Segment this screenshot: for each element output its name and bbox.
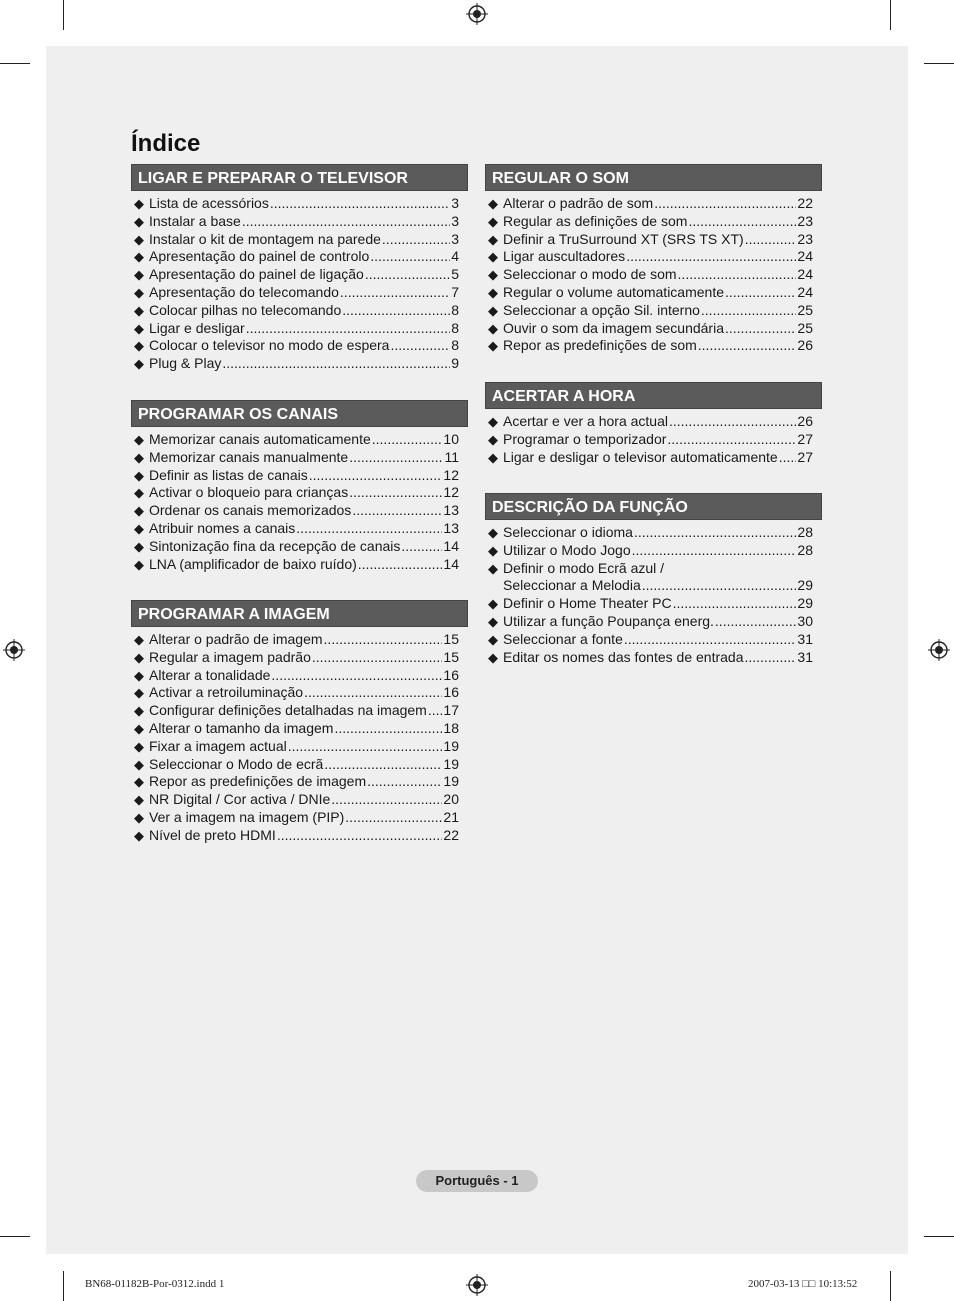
toc-entry-label: Ver a imagem na imagem (PIP) <box>149 808 345 825</box>
toc-entry-page: 30 <box>797 612 813 629</box>
section-heading: ACERTAR A HORA <box>485 382 822 409</box>
dot-leader <box>428 702 443 720</box>
toc-entry[interactable] <box>488 266 813 284</box>
dot-leader <box>342 302 450 320</box>
toc-entry-label: Seleccionar a opção Sil. interno <box>503 301 700 318</box>
dot-leader <box>632 542 797 560</box>
toc-entry-label: Repor as predefinições de som <box>503 337 697 354</box>
toc-entry[interactable] <box>488 213 813 231</box>
toc-entry-page: 14 <box>443 537 459 554</box>
toc-entry[interactable] <box>134 213 459 231</box>
toc-entry-page: 8 <box>451 301 459 318</box>
dot-leader <box>401 538 442 556</box>
toc-entry-page: 27 <box>797 448 813 465</box>
toc-entry-label: Seleccionar o idioma <box>503 524 633 540</box>
diamond-bullet-icon: ◆ <box>134 827 144 843</box>
section-heading: REGULAR O SOM <box>485 164 822 191</box>
toc-entry-label: Regular o volume automaticamente <box>503 283 725 300</box>
toc-entry[interactable] <box>134 248 459 266</box>
toc-entry[interactable] <box>134 520 459 538</box>
toc-entry[interactable] <box>488 595 813 613</box>
toc-entry-page: 31 <box>797 630 813 647</box>
toc-entry-label: Programar o temporizador <box>503 430 667 447</box>
dot-leader <box>309 467 443 485</box>
diamond-bullet-icon: ◆ <box>134 685 144 701</box>
dot-leader <box>779 449 797 467</box>
toc-entry-page: 16 <box>443 684 459 701</box>
dot-leader <box>701 302 797 320</box>
toc-entry-page: 9 <box>451 355 459 372</box>
dot-leader <box>340 284 450 302</box>
dot-leader <box>345 809 442 827</box>
crop-mark <box>63 0 64 30</box>
dot-leader <box>222 355 450 373</box>
toc-entry[interactable] <box>134 320 459 338</box>
dot-leader <box>370 248 450 266</box>
diamond-bullet-icon: ◆ <box>134 267 144 283</box>
toc-entry-page: 16 <box>443 666 459 683</box>
toc-entry[interactable] <box>134 502 459 520</box>
toc-entry-page: 22 <box>797 195 813 211</box>
toc-entry-page: 15 <box>443 648 459 665</box>
toc-entry-label: Utilizar a função Poupança energ. <box>503 612 714 629</box>
toc-entry-page: 29 <box>797 595 813 612</box>
toc-entry-page: 7 <box>451 283 459 300</box>
diamond-bullet-icon: ◆ <box>134 196 144 211</box>
section-heading: PROGRAMAR OS CANAIS <box>131 400 468 427</box>
toc-entry[interactable] <box>488 649 813 667</box>
toc-entry-label: Configurar definições detalhadas na imagem <box>149 702 427 719</box>
diamond-bullet-icon: ◆ <box>134 649 144 665</box>
toc-entry[interactable] <box>488 613 813 631</box>
diamond-bullet-icon: ◆ <box>134 231 144 247</box>
toc-entry-page: 23 <box>797 212 813 229</box>
dot-leader <box>669 413 796 431</box>
dot-leader <box>242 213 450 231</box>
dot-leader <box>349 449 443 467</box>
toc-entry[interactable] <box>134 284 459 302</box>
diamond-bullet-icon: ◆ <box>488 249 498 265</box>
toc-entry-page: 3 <box>451 230 459 247</box>
toc-entry-label: Repor as predefinições de imagem <box>149 773 367 790</box>
date-slug: 2007-03-13 □□ 10:13:52 <box>748 1278 858 1290</box>
toc-entry[interactable] <box>134 337 459 355</box>
toc-entry-page: 12 <box>443 484 459 501</box>
toc-entry-label: Lista de acessórios <box>149 195 269 211</box>
toc-entry-label: Activar a retroiluminação <box>149 684 304 701</box>
diamond-bullet-icon: ◆ <box>134 284 144 300</box>
toc-entry-label: NR Digital / Cor activa / DNIe <box>149 791 331 808</box>
toc-entry[interactable] <box>488 524 813 542</box>
toc-entry-label: Apresentação do telecomando <box>149 283 339 300</box>
diamond-bullet-icon: ◆ <box>134 338 144 354</box>
dot-leader <box>367 773 442 791</box>
toc-entry-label: Definir o modo Ecrã azul / <box>503 559 665 576</box>
dot-leader <box>288 738 443 756</box>
toc-entry-label: Plug & Play <box>149 355 222 372</box>
dot-leader <box>667 431 796 449</box>
toc-entry-label: Definir a TruSurround XT (SRS TS XT) <box>503 230 744 247</box>
toc-entry[interactable] <box>488 542 813 560</box>
dot-leader <box>296 520 442 538</box>
toc-entry[interactable] <box>134 738 459 756</box>
toc-entry-label: Editar os nomes das fontes de entrada <box>503 648 744 665</box>
toc-entry-page: 19 <box>443 737 459 754</box>
section-heading: DESCRIÇÃO DA FUNÇÃO <box>485 493 822 520</box>
toc-entry[interactable] <box>488 302 813 320</box>
toc-entry-label: Memorizar canais automaticamente <box>149 431 371 447</box>
toc-entry-page: 23 <box>797 230 813 247</box>
toc-entry-label: Memorizar canais manualmente <box>149 448 349 465</box>
toc-entry-label: Ouvir o som da imagem secundária <box>503 319 724 336</box>
toc-entry-page: 27 <box>797 430 813 447</box>
crop-mark <box>924 63 954 64</box>
toc-entry[interactable] <box>488 449 813 467</box>
toc-entry-page: 26 <box>797 337 813 354</box>
toc-entry[interactable] <box>488 320 813 338</box>
diamond-bullet-icon: ◆ <box>134 503 144 519</box>
crop-mark <box>63 1271 64 1301</box>
toc-entry-page: 25 <box>797 301 813 318</box>
toc-entry[interactable] <box>134 684 459 702</box>
crop-mark <box>0 1236 30 1237</box>
section-funcao <box>485 493 822 666</box>
dot-leader <box>382 231 450 249</box>
toc-entry-label: Ligar e desligar o televisor automaticamente <box>503 448 778 465</box>
toc-entry[interactable] <box>134 449 459 467</box>
crop-mark <box>890 0 891 30</box>
toc-entry-label: Colocar pilhas no telecomando <box>149 301 342 318</box>
dot-leader <box>634 524 796 542</box>
toc-entry[interactable] <box>134 756 459 774</box>
toc-entry-label: Alterar o padrão de imagem <box>149 631 323 647</box>
toc-entry-label: Ligar auscultadores <box>503 248 626 265</box>
crop-mark <box>924 1236 954 1237</box>
toc-entry[interactable] <box>134 231 459 249</box>
dot-leader <box>678 266 797 284</box>
section-heading: PROGRAMAR A IMAGEM <box>131 600 468 627</box>
toc-entry[interactable] <box>134 302 459 320</box>
toc-entry-page: 8 <box>451 319 459 336</box>
dot-leader <box>277 827 443 845</box>
toc-entry-label: LNA (amplificador de baixo ruído) <box>149 555 357 572</box>
dot-leader <box>304 684 442 702</box>
toc-entry[interactable] <box>134 266 459 284</box>
toc-entry-page: 29 <box>797 577 813 594</box>
diamond-bullet-icon: ◆ <box>488 542 498 558</box>
dot-leader <box>642 577 797 595</box>
dot-leader <box>624 631 797 649</box>
diamond-bullet-icon: ◆ <box>134 449 144 465</box>
toc-entry[interactable] <box>134 809 459 827</box>
registration-mark-icon <box>928 639 950 661</box>
toc-entry-label: Activar o bloqueio para crianças <box>149 484 349 501</box>
toc-entry[interactable] <box>488 431 813 449</box>
toc-entry-label: Alterar o padrão de som <box>503 195 654 211</box>
dot-leader <box>334 720 442 738</box>
dot-leader <box>372 431 443 449</box>
dot-leader <box>725 284 796 302</box>
diamond-bullet-icon: ◆ <box>488 596 498 612</box>
toc-entry-label: Regular a imagem padrão <box>149 648 311 665</box>
toc-entry-page: 26 <box>797 413 813 429</box>
toc-entry-page: 28 <box>797 524 813 540</box>
toc-entry-page: 3 <box>451 195 459 211</box>
toc-entry[interactable] <box>488 248 813 266</box>
toc-entry-page: 3 <box>451 212 459 229</box>
toc-entry-page: 31 <box>797 648 813 665</box>
toc-entry[interactable] <box>134 667 459 685</box>
dot-leader <box>270 195 450 213</box>
dot-leader <box>352 502 442 520</box>
toc-entry-label: Instalar a base <box>149 212 241 229</box>
toc-entry[interactable] <box>134 631 459 649</box>
diamond-bullet-icon: ◆ <box>488 231 498 247</box>
toc-entry[interactable] <box>134 773 459 791</box>
file-slug: BN68-01182B-Por-0312.indd 1 <box>85 1278 225 1290</box>
toc-entry-label: Definir as listas de canais <box>149 466 308 483</box>
crop-mark <box>890 1271 891 1301</box>
toc-entry[interactable] <box>134 195 459 213</box>
registration-mark-icon <box>3 639 25 661</box>
toc-entry-label: Utilizar o Modo Jogo <box>503 541 631 558</box>
diamond-bullet-icon: ◆ <box>488 414 498 429</box>
diamond-bullet-icon: ◆ <box>134 538 144 554</box>
toc-entry-label: Seleccionar o Modo de ecrã <box>149 755 324 772</box>
toc-entry[interactable] <box>488 231 813 249</box>
diamond-bullet-icon: ◆ <box>488 196 498 211</box>
diamond-bullet-icon: ◆ <box>134 738 144 754</box>
dot-leader <box>331 791 442 809</box>
toc-list <box>131 427 468 573</box>
toc-entry[interactable] <box>134 431 459 449</box>
section-hora <box>485 382 822 466</box>
diamond-bullet-icon: ◆ <box>134 792 144 808</box>
toc-entry-label: Sintonização fina da recepção de canais <box>149 537 401 554</box>
toc-entry[interactable] <box>134 702 459 720</box>
dot-leader <box>673 595 797 613</box>
toc-entry[interactable] <box>134 355 459 373</box>
toc-entry-page: 18 <box>443 719 459 736</box>
toc-entry-label: Ordenar os canais memorizados <box>149 502 352 519</box>
diamond-bullet-icon: ◆ <box>134 467 144 483</box>
diamond-bullet-icon: ◆ <box>134 756 144 772</box>
section-imagem <box>131 600 468 845</box>
toc-entry-label: Fixar a imagem actual <box>149 737 287 754</box>
diamond-bullet-icon: ◆ <box>134 520 144 536</box>
toc-entry-page: 17 <box>443 702 459 719</box>
toc-entry[interactable] <box>134 720 459 738</box>
diamond-bullet-icon: ◆ <box>134 432 144 447</box>
section-ligar <box>131 164 468 373</box>
toc-entry-label: Seleccionar a Melodia <box>503 577 641 594</box>
diamond-bullet-icon: ◆ <box>488 649 498 665</box>
toc-entry-page: 24 <box>797 283 813 300</box>
toc-entry[interactable] <box>488 560 813 578</box>
diamond-bullet-icon: ◆ <box>134 556 144 572</box>
toc-entry-page: 28 <box>797 541 813 558</box>
diamond-bullet-icon: ◆ <box>488 284 498 300</box>
toc-entry-label: Atribuir nomes a canais <box>149 519 296 536</box>
toc-entry-label: Alterar o tamanho da imagem <box>149 719 334 736</box>
toc-entry-page: 14 <box>443 555 459 572</box>
toc-entry-label: Apresentação do painel de ligação <box>149 266 364 283</box>
dot-leader <box>324 631 443 649</box>
diamond-bullet-icon: ◆ <box>488 302 498 318</box>
toc-entry-page: 20 <box>443 791 459 808</box>
toc-entry-page: 24 <box>797 266 813 283</box>
diamond-bullet-icon: ◆ <box>134 485 144 501</box>
diamond-bullet-icon: ◆ <box>134 703 144 719</box>
dot-leader <box>312 649 443 667</box>
toc-entry-label: Alterar a tonalidade <box>149 666 271 683</box>
crop-mark <box>0 63 30 64</box>
section-heading: LIGAR E PREPARAR O TELEVISOR <box>131 164 468 191</box>
diamond-bullet-icon: ◆ <box>134 249 144 265</box>
diamond-bullet-icon: ◆ <box>134 720 144 736</box>
diamond-bullet-icon: ◆ <box>488 320 498 336</box>
toc-entry-label: Ligar e desligar <box>149 319 245 336</box>
toc-entry-page: 21 <box>443 808 459 825</box>
page-number-badge: Português - 1 <box>416 1170 538 1192</box>
toc-list <box>131 627 468 845</box>
toc-entry-label: Colocar o televisor no modo de espera <box>149 337 390 354</box>
toc-entry[interactable] <box>134 556 459 574</box>
dot-leader <box>715 613 797 631</box>
dot-leader <box>324 756 442 774</box>
toc-entry-label: Nível de preto HDMI <box>149 826 276 843</box>
toc-entry-label: Apresentação do painel de controlo <box>149 248 370 265</box>
dot-leader <box>745 231 797 249</box>
diamond-bullet-icon: ◆ <box>134 667 144 683</box>
toc-entry-page: 15 <box>443 631 459 647</box>
toc-entry-page: 19 <box>443 773 459 790</box>
toc-entry[interactable] <box>134 827 459 845</box>
diamond-bullet-icon: ◆ <box>134 774 144 790</box>
dot-leader <box>698 337 797 355</box>
diamond-bullet-icon: ◆ <box>488 613 498 629</box>
dot-leader <box>688 213 796 231</box>
diamond-bullet-icon: ◆ <box>134 320 144 336</box>
toc-entry[interactable] <box>488 337 813 355</box>
toc-entry-label: Instalar o kit de montagem na parede <box>149 230 381 247</box>
toc-entry[interactable] <box>134 467 459 485</box>
toc-entry[interactable] <box>134 649 459 667</box>
diamond-bullet-icon: ◆ <box>488 431 498 447</box>
section-canais <box>131 400 468 573</box>
registration-mark-icon <box>466 1274 488 1296</box>
toc-entry-page: 4 <box>451 248 459 265</box>
toc-entry-page: 10 <box>443 431 459 447</box>
dot-leader <box>246 320 450 338</box>
section-som <box>485 164 822 355</box>
dot-leader <box>365 266 450 284</box>
diamond-bullet-icon: ◆ <box>488 338 498 354</box>
toc-entry[interactable] <box>134 538 459 556</box>
diamond-bullet-icon: ◆ <box>134 356 144 372</box>
dot-leader <box>654 195 796 213</box>
page-title: Índice <box>131 130 201 157</box>
toc-entry[interactable] <box>488 577 813 595</box>
diamond-bullet-icon: ◆ <box>134 302 144 318</box>
diamond-bullet-icon: ◆ <box>134 632 144 647</box>
toc-entry-page: 5 <box>451 266 459 283</box>
toc-entry-page: 8 <box>451 337 459 354</box>
toc-entry-page: 22 <box>443 826 459 843</box>
toc-entry-label: Acertar e ver a hora actual <box>503 413 668 429</box>
diamond-bullet-icon: ◆ <box>488 449 498 465</box>
toc-entry-page: 11 <box>444 448 459 465</box>
toc-entry-label: Seleccionar o modo de som <box>503 266 677 283</box>
toc-list <box>131 191 468 373</box>
toc-entry[interactable] <box>488 631 813 649</box>
diamond-bullet-icon: ◆ <box>488 631 498 647</box>
toc-entry-page: 12 <box>443 466 459 483</box>
toc-list <box>485 409 822 466</box>
diamond-bullet-icon: ◆ <box>488 560 498 576</box>
toc-entry-page: 19 <box>443 755 459 772</box>
toc-entry-label: Seleccionar a fonte <box>503 630 623 647</box>
toc-entry-page: 13 <box>443 519 459 536</box>
dot-leader <box>744 649 796 667</box>
toc-entry-page: 25 <box>797 319 813 336</box>
dot-leader <box>725 320 796 338</box>
dot-leader <box>358 556 443 574</box>
toc-entry-page: 13 <box>443 502 459 519</box>
dot-leader <box>626 248 796 266</box>
toc-entry[interactable] <box>488 195 813 213</box>
diamond-bullet-icon: ◆ <box>488 267 498 283</box>
toc-entry[interactable] <box>134 484 459 502</box>
diamond-bullet-icon: ◆ <box>488 525 498 540</box>
toc-entry-label: Regular as definições de som <box>503 212 688 229</box>
dot-leader <box>349 484 442 502</box>
dot-leader <box>390 337 450 355</box>
toc-entry[interactable] <box>134 791 459 809</box>
toc-entry[interactable] <box>488 284 813 302</box>
toc-list <box>485 191 822 355</box>
toc-entry-page: 24 <box>797 248 813 265</box>
dot-leader <box>271 667 442 685</box>
toc-entry[interactable] <box>488 413 813 431</box>
registration-mark-icon <box>466 3 488 25</box>
toc-entry-label: Definir o Home Theater PC <box>503 595 672 612</box>
toc-list <box>485 520 822 666</box>
diamond-bullet-icon: ◆ <box>488 213 498 229</box>
diamond-bullet-icon: ◆ <box>134 213 144 229</box>
diamond-bullet-icon: ◆ <box>134 809 144 825</box>
